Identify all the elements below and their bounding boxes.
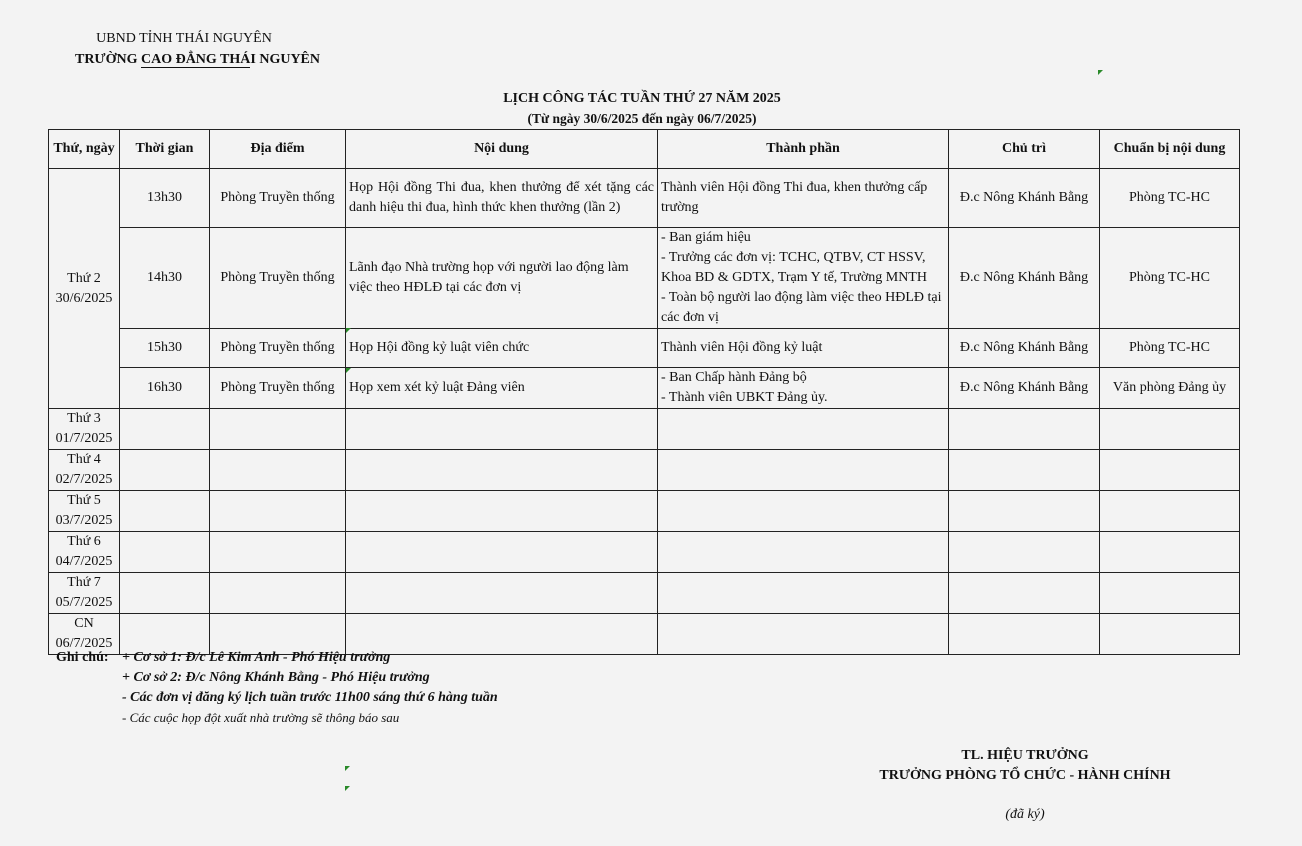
prep-cell: Phòng TC-HC: [1100, 329, 1240, 368]
empty-cell: [346, 614, 658, 655]
day-date: 01/7/2025: [55, 431, 113, 446]
table-row: [49, 573, 1240, 614]
empty-cell: [1100, 614, 1240, 655]
members-line: Thành viên Hội đồng Thi đua, khen thưởng cấp trường: [661, 180, 928, 215]
note-line: - Các cuộc họp đột xuất nhà trường sẽ thông báo sau: [122, 710, 400, 725]
day-cell: [49, 169, 120, 409]
members-cell: [658, 169, 949, 228]
empty-cell: [658, 409, 949, 450]
chair-cell: Đ.c Nông Khánh Bằng: [949, 368, 1100, 409]
col-header-day: Thứ, ngày: [49, 130, 120, 169]
table-row: [49, 368, 1240, 409]
empty-cell: [1100, 450, 1240, 491]
members-cell: [658, 329, 949, 368]
time-cell: 15h30: [120, 329, 210, 368]
chair-cell: Đ.c Nông Khánh Bằng: [949, 228, 1100, 329]
members-cell: [658, 228, 949, 329]
empty-cell: [346, 532, 658, 573]
col-header-chair: Chủ trì: [949, 130, 1100, 169]
empty-cell: [120, 409, 210, 450]
empty-cell: [346, 573, 658, 614]
prep-cell: Văn phòng Đảng ủy: [1100, 368, 1240, 409]
table-row: [49, 532, 1240, 573]
day-cell: [49, 409, 120, 450]
empty-cell: [346, 409, 658, 450]
col-header-prep: Chuẩn bị nội dung: [1100, 130, 1240, 169]
table-row: [49, 450, 1240, 491]
members-line: - Trưởng các đơn vị: TCHC, QTBV, CT HSSV, Khoa BD & GDTX, Trạm Y tế, Trường MNTH: [661, 250, 927, 285]
empty-cell: [120, 614, 210, 655]
empty-cell: [658, 614, 949, 655]
empty-cell: [949, 532, 1100, 573]
empty-cell: [346, 491, 658, 532]
schedule-table: [48, 129, 1240, 655]
members-line: - Ban Chấp hành Đảng bộ: [661, 370, 807, 385]
place-cell: Phòng Truyền thống: [210, 368, 346, 409]
table-row: [49, 228, 1240, 329]
col-header-time: Thời gian: [120, 130, 210, 169]
day-date: 03/7/2025: [55, 513, 113, 528]
empty-cell: [1100, 491, 1240, 532]
day-date: 05/7/2025: [55, 595, 113, 610]
content-cell: Họp Hội đồng Thi đua, khen thưởng để xét tặng các danh hiệu thi đua, hình thức khen thưởng (lần 2): [346, 169, 658, 228]
org-name-part1: TRƯỜNG: [74, 52, 141, 67]
time-cell: 13h30: [120, 169, 210, 228]
empty-cell: [120, 450, 210, 491]
day-date: 02/7/2025: [55, 472, 113, 487]
comment-marker-icon: [346, 368, 351, 373]
day-name: Thứ 6: [67, 534, 101, 549]
empty-cell: [210, 491, 346, 532]
place-cell: Phòng Truyền thống: [210, 329, 346, 368]
day-name: Thứ 7: [67, 575, 101, 590]
note-line: - Các đơn vị đăng ký lịch tuần trước 11h00 sáng thứ 6 hàng tuần: [122, 690, 498, 705]
day-date: 06/7/2025: [55, 636, 113, 651]
empty-cell: [1100, 409, 1240, 450]
empty-cell: [658, 532, 949, 573]
empty-cell: [120, 573, 210, 614]
members-line: Thành viên Hội đồng kỷ luật: [661, 340, 823, 355]
schedule-title: LỊCH CÔNG TÁC TUẦN THỨ 27 NĂM 2025: [503, 91, 781, 106]
table-row: [49, 329, 1240, 368]
prep-cell: Phòng TC-HC: [1100, 169, 1240, 228]
chair-cell: Đ.c Nông Khánh Bằng: [949, 169, 1100, 228]
day-cell: [49, 614, 120, 655]
place-cell: Phòng Truyền thống: [210, 228, 346, 329]
notes-label: Ghi chú:: [56, 650, 109, 665]
empty-cell: [949, 409, 1100, 450]
day-name: Thứ 5: [67, 493, 101, 508]
empty-cell: [949, 491, 1100, 532]
time-cell: 16h30: [120, 368, 210, 409]
table-row: [49, 169, 1240, 228]
prep-cell: Phòng TC-HC: [1100, 228, 1240, 329]
day-name: Thứ 2: [67, 270, 101, 286]
time-cell: 14h30: [120, 228, 210, 329]
table-row: [49, 409, 1240, 450]
content-cell: Lãnh đạo Nhà trường họp với người lao động làm việc theo HĐLĐ tại các đơn vị: [346, 228, 658, 329]
comment-marker-icon: [345, 786, 350, 791]
note-line: + Cơ sở 2: Đ/c Nông Khánh Bằng - Phó Hiệu trưởng: [122, 670, 430, 685]
empty-cell: [949, 450, 1100, 491]
note-line: + Cơ sở 1: Đ/c Lê Kim Anh - Phó Hiệu trưởng: [122, 650, 391, 665]
empty-cell: [210, 450, 346, 491]
schedule-subtitle: (Từ ngày 30/6/2025 đến ngày 06/7/2025): [527, 111, 757, 126]
empty-cell: [210, 532, 346, 573]
chair-cell: Đ.c Nông Khánh Bằng: [949, 329, 1100, 368]
org-parent: UBND TỈNH THÁI NGUYÊN: [96, 31, 272, 46]
empty-cell: [658, 450, 949, 491]
content-cell: Họp Hội đồng kỷ luật viên chức: [346, 329, 658, 368]
empty-cell: [346, 450, 658, 491]
day-name: Thứ 4: [67, 452, 101, 467]
content-cell: Họp xem xét kỷ luật Đảng viên: [346, 368, 658, 409]
day-cell: [49, 491, 120, 532]
members-line: - Ban giám hiệu: [661, 230, 751, 245]
empty-cell: [1100, 573, 1240, 614]
day-cell: [49, 450, 120, 491]
day-name: CN: [74, 616, 94, 631]
org-name-part3: I NGUYÊN: [250, 52, 321, 67]
empty-cell: [210, 409, 346, 450]
empty-cell: [658, 491, 949, 532]
empty-cell: [949, 573, 1100, 614]
org-name: [60, 52, 335, 68]
empty-cell: [658, 573, 949, 614]
comment-marker-icon: [345, 766, 350, 771]
empty-cell: [210, 573, 346, 614]
place-cell: Phòng Truyền thống: [210, 169, 346, 228]
day-date: 30/6/2025: [55, 290, 113, 306]
day-date: 04/7/2025: [55, 554, 113, 569]
comment-marker-icon: [1098, 70, 1103, 75]
header-row: [49, 130, 1240, 169]
members-line: - Thành viên UBKT Đảng ủy.: [661, 390, 828, 405]
signed-note: (đã ký): [1005, 807, 1045, 822]
col-header-place: Địa điểm: [210, 130, 346, 169]
day-cell: [49, 532, 120, 573]
day-name: Thứ 3: [67, 411, 101, 426]
empty-cell: [210, 614, 346, 655]
members-cell: [658, 368, 949, 409]
table-row: [49, 614, 1240, 655]
signature-position: TRƯỞNG PHÒNG TỔ CHỨC - HÀNH CHÍNH: [879, 768, 1171, 783]
comment-marker-icon: [346, 328, 351, 333]
table-row: [49, 491, 1240, 532]
empty-cell: [1100, 532, 1240, 573]
members-line: - Toàn bộ người lao động làm việc theo HĐLĐ tại các đơn vị: [661, 290, 942, 325]
empty-cell: [120, 532, 210, 573]
day-cell: [49, 573, 120, 614]
col-header-members: Thành phần: [658, 130, 949, 169]
org-name-underlined: CAO ĐẲNG THÁ: [140, 52, 251, 67]
empty-cell: [120, 491, 210, 532]
signature-title: TL. HIỆU TRƯỞNG: [961, 748, 1089, 763]
col-header-content: Nội dung: [346, 130, 658, 169]
empty-cell: [949, 614, 1100, 655]
